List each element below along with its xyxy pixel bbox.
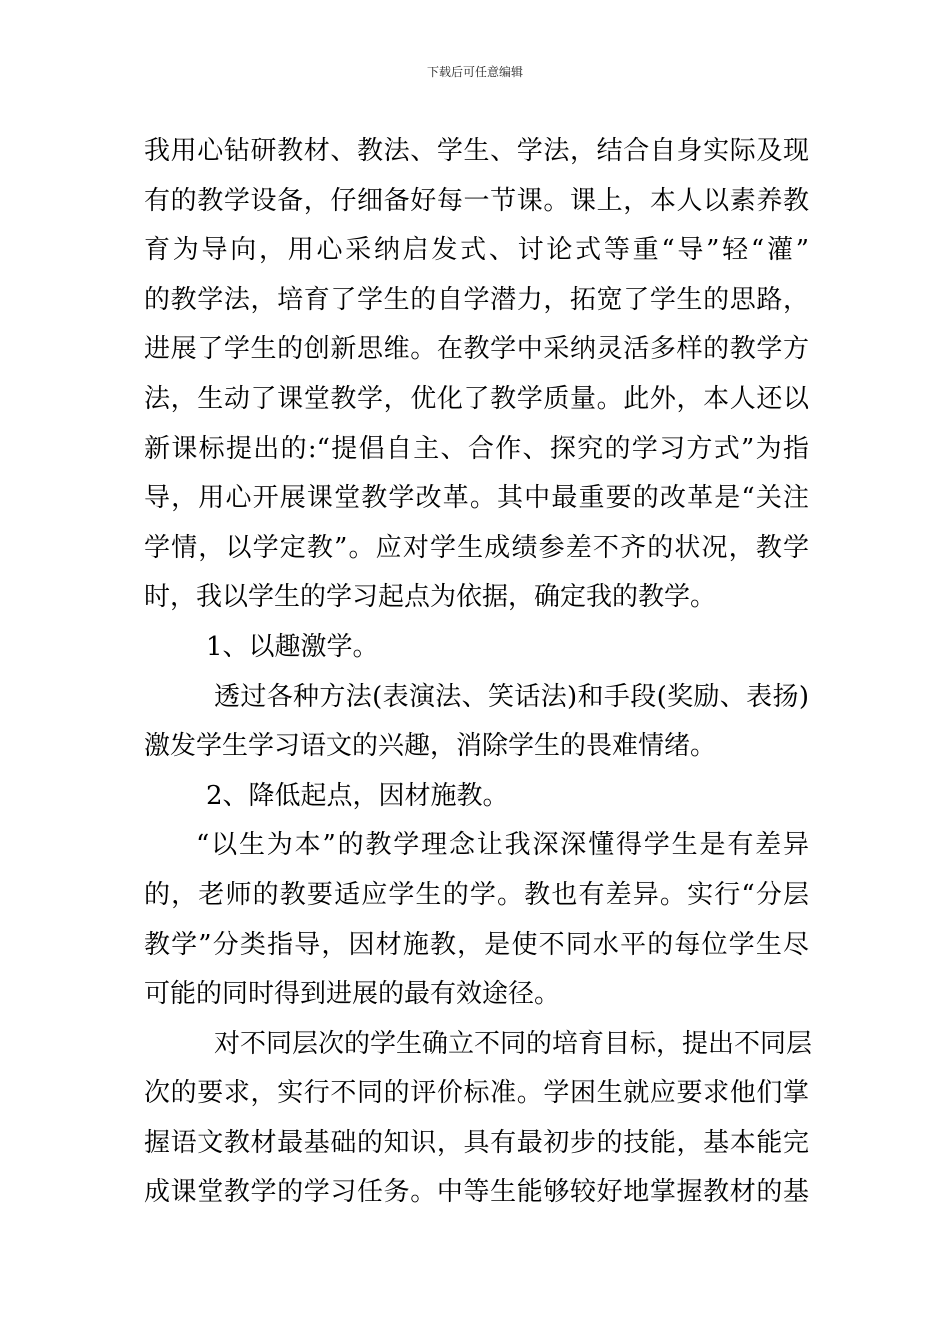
text-line: 法，生动了课堂教学，优化了教学质量。此外，本人还以: [144, 383, 809, 414]
text-line: 的，老师的教要适应学生的学。教也有差异。实行“分层: [144, 879, 809, 910]
text-line: 学情，以学定教”。应对学生成绩参差不齐的状况，教学: [144, 532, 809, 563]
text-line: 导，用心开展课堂教学改革。其中最重要的改革是“关注: [144, 483, 809, 514]
text-line: 育为导向，用心采纳启发式、讨论式等重“导”轻“灌”: [144, 235, 809, 266]
text-line: 透过各种方法(表演法、笑话法)和手段(奖励、表扬): [214, 681, 809, 712]
text-line: 对不同层次的学生确立不同的培育目标，提出不同层: [214, 1028, 813, 1059]
text-line: 新课标提出的:“提倡自主、合作、探究的学习方式”为指: [144, 433, 809, 464]
text-line: 握语文教材最基础的知识，具有最初步的技能，基本能完: [144, 1127, 809, 1158]
text-line: 时，我以学生的学习起点为依据，确定我的教学。: [144, 582, 717, 613]
text-line: 激发学生学习语文的兴趣，消除学生的畏难情绪。: [144, 731, 717, 762]
text-line: 的教学法，培育了学生的自学潜力，拓宽了学生的思路，: [144, 284, 809, 315]
text-line: “以生为本”的教学理念让我深深懂得学生是有差异: [196, 830, 809, 861]
text-line: 可能的同时得到进展的最有效途径。: [144, 979, 561, 1010]
document-body: [144, 127, 813, 1218]
text-line: 有的教学设备，仔细备好每一节课。课上，本人以素养教: [144, 185, 809, 216]
text-line: 次的要求，实行不同的评价标准。学困生就应要求他们掌: [144, 1078, 809, 1109]
text-line: 我用心钻研教材、教法、学生、学法，结合自身实际及现: [144, 136, 809, 166]
page-header: 下载后可任意编辑: [426, 65, 523, 79]
text-line: 教学”分类指导，因材施教，是使不同水平的每位学生尽: [144, 929, 809, 960]
text-line: 成课堂教学的学习任务。中等生能够较好地掌握教材的基: [144, 1177, 809, 1208]
list-heading-1: 1、以趣激学。: [206, 631, 379, 662]
text-line: 进展了学生的创新思维。在教学中采纳灵活多样的教学方: [144, 334, 809, 365]
list-heading-2: 2、降低起点，因材施教。: [206, 780, 509, 811]
